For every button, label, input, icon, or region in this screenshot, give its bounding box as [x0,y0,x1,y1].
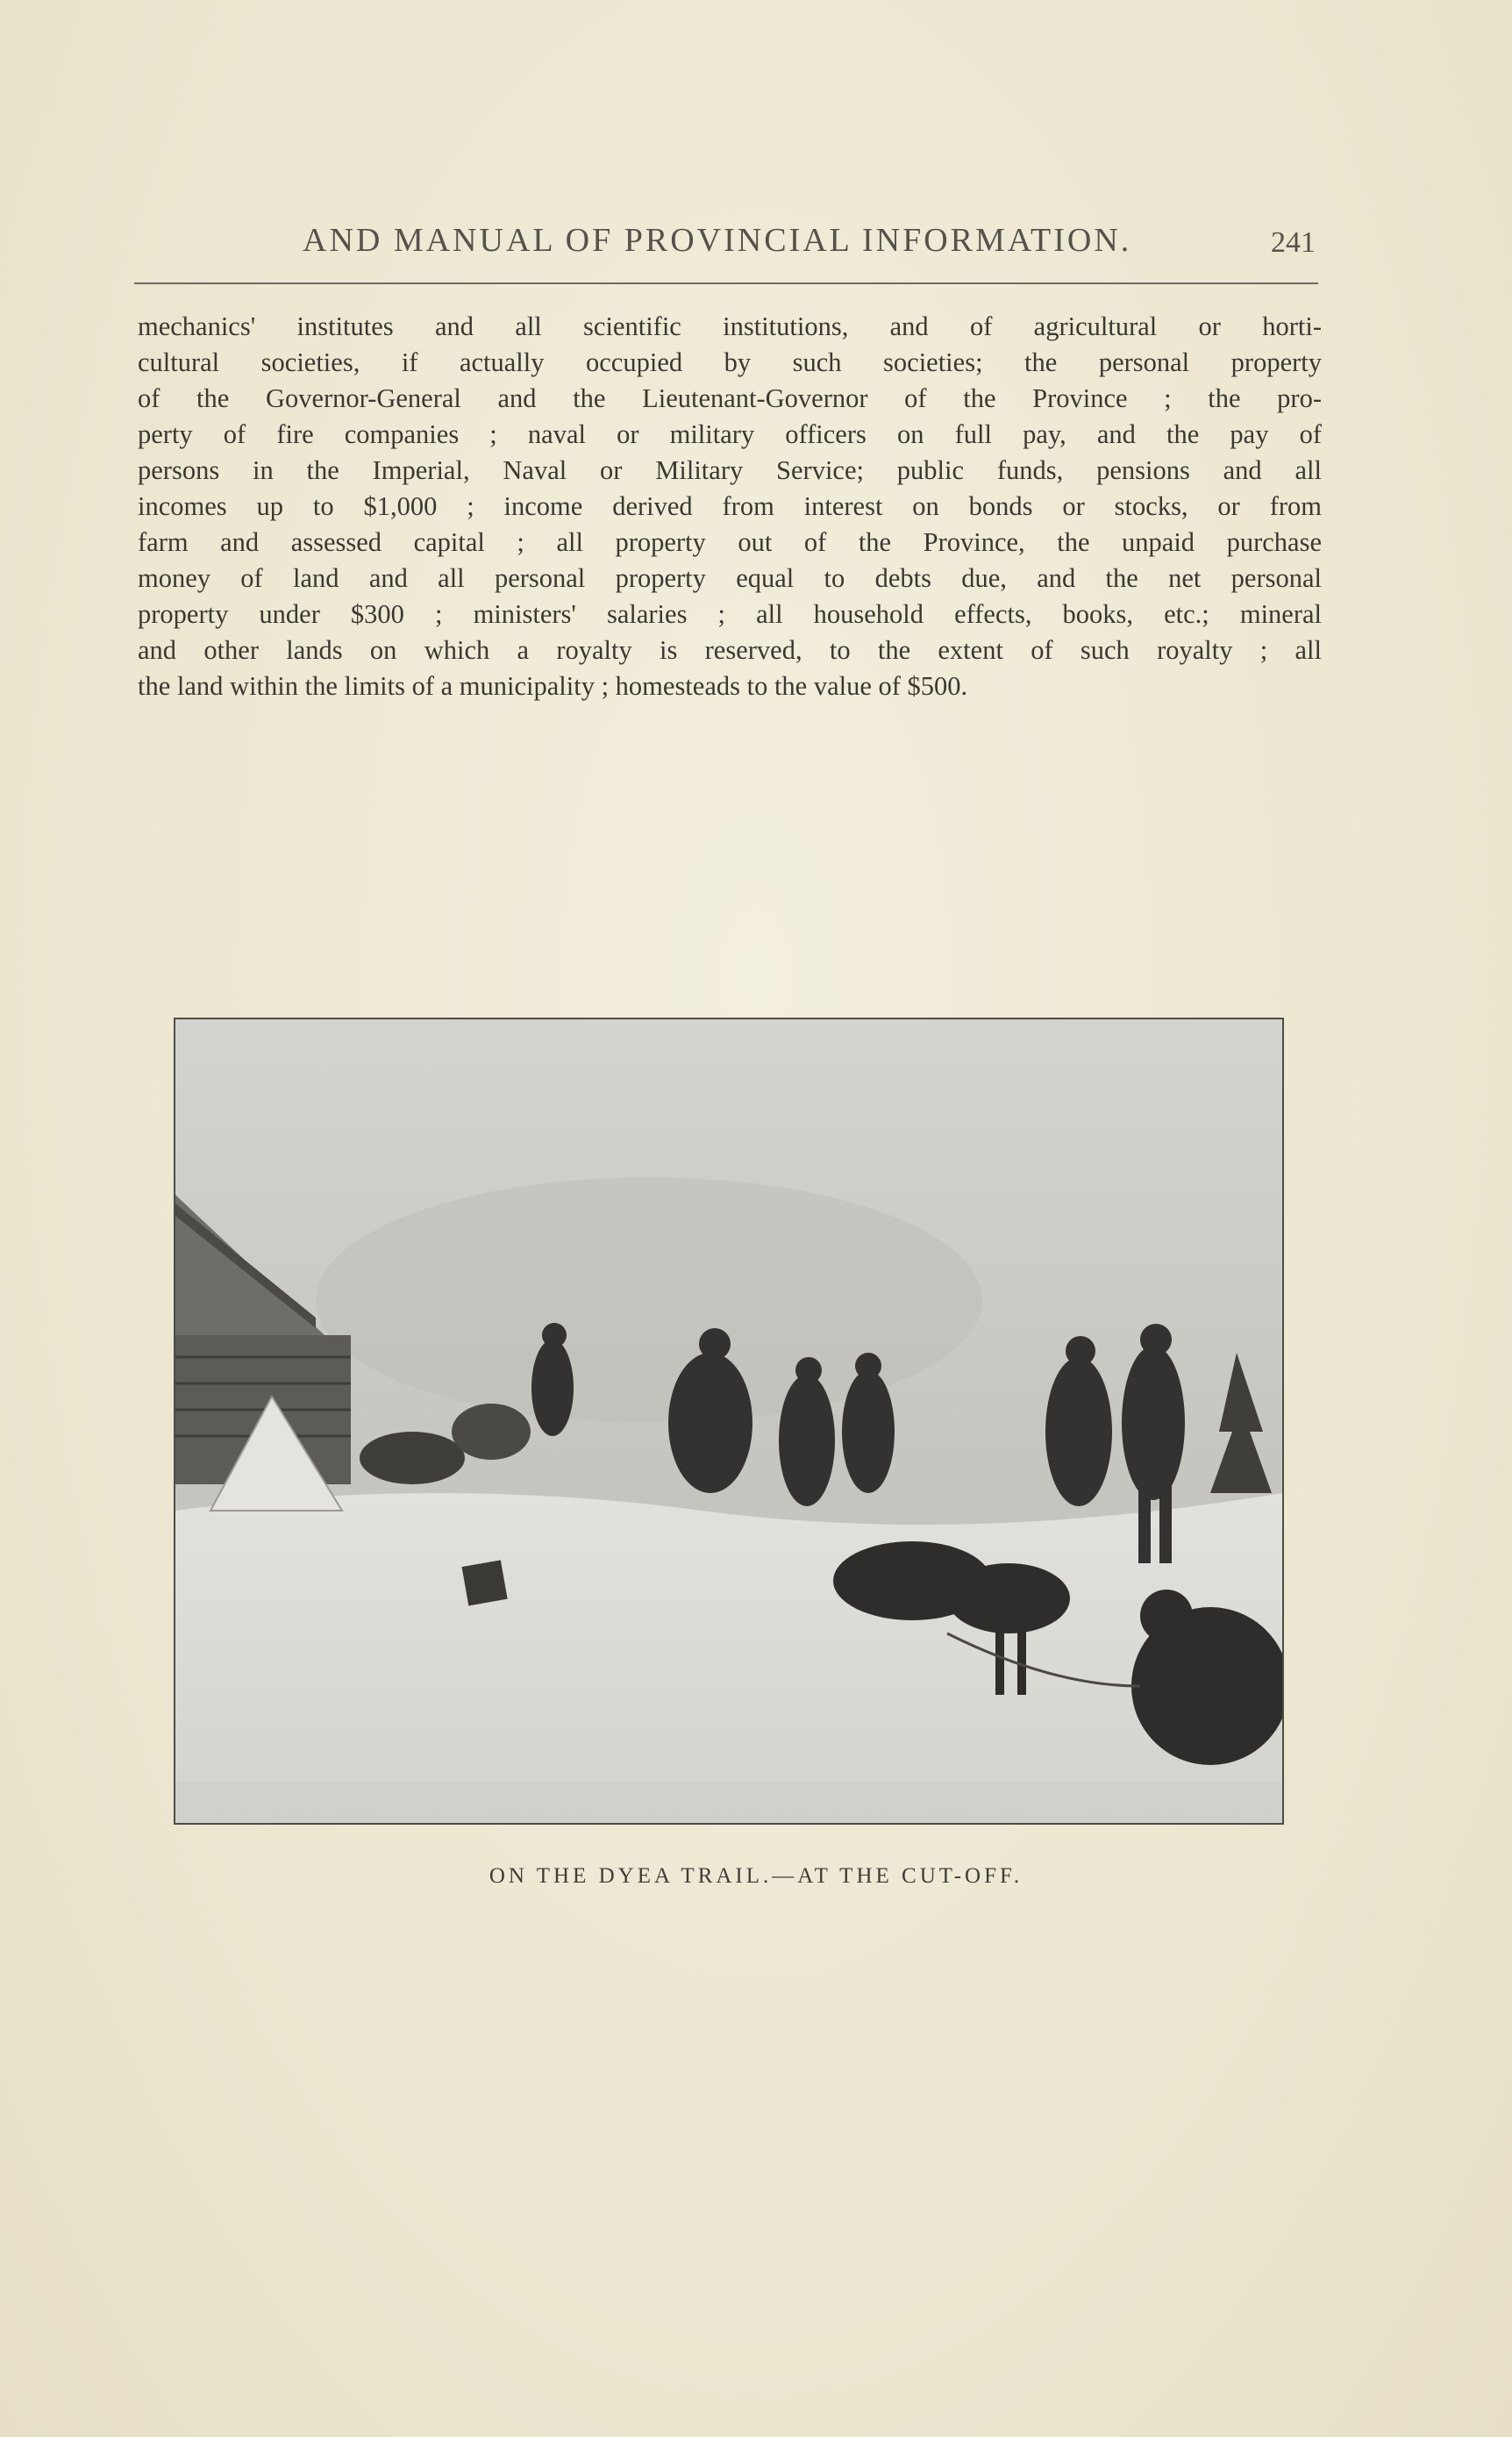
text-line: mechanics' institutes and all scientific institutions, and of agricultural or horti- [138,311,1322,341]
text-line: money of land and all personal property equal to debts due, and the net personal [138,563,1322,593]
sled-load [452,1404,531,1460]
text-line: and other lands on which a royalty is reserved, to the extent of such royalty ; all [138,635,1322,665]
body-paragraph [138,309,1322,704]
text-line: persons in the Imperial, Naval or Military Service; public funds, pensions and all [138,455,1322,485]
text-line: property under $300 ; ministers' salaries ; all household effects, books, etc.; mineral [138,599,1322,629]
sled-load [360,1432,465,1484]
snow-foreground [175,1783,1282,1823]
snow-ground [175,1493,1282,1823]
text-line: incomes up to $1,000 ; income derived from interest on bonds or stocks, or from [138,491,1322,521]
header-rule [134,282,1318,284]
text-line: cultural societies, if actually occupied by such societies; the personal property [138,347,1322,377]
photograph-plate [174,1018,1284,1825]
page-number: 241 [1271,226,1316,259]
text-line: the land within the limits of a municipality ; homesteads to the value of $500. [138,671,968,701]
running-head [132,221,1316,274]
text-line: farm and assessed capital ; all property out of the Province, the unpaid purchase [138,527,1322,557]
box [462,1560,508,1605]
text-line: of the Governor-General and the Lieutenant-Governor of the Province ; the pro- [138,383,1322,413]
running-title: AND MANUAL OF PROVINCIAL INFORMATION. [303,222,1132,259]
text-line: perty of fire companies ; naval or military officers on full pay, and the pay of [138,419,1322,449]
figure-caption: ON THE DYEA TRAIL.—AT THE CUT-OFF. [489,1864,1023,1888]
snow-trail-photograph [175,1019,1282,1823]
